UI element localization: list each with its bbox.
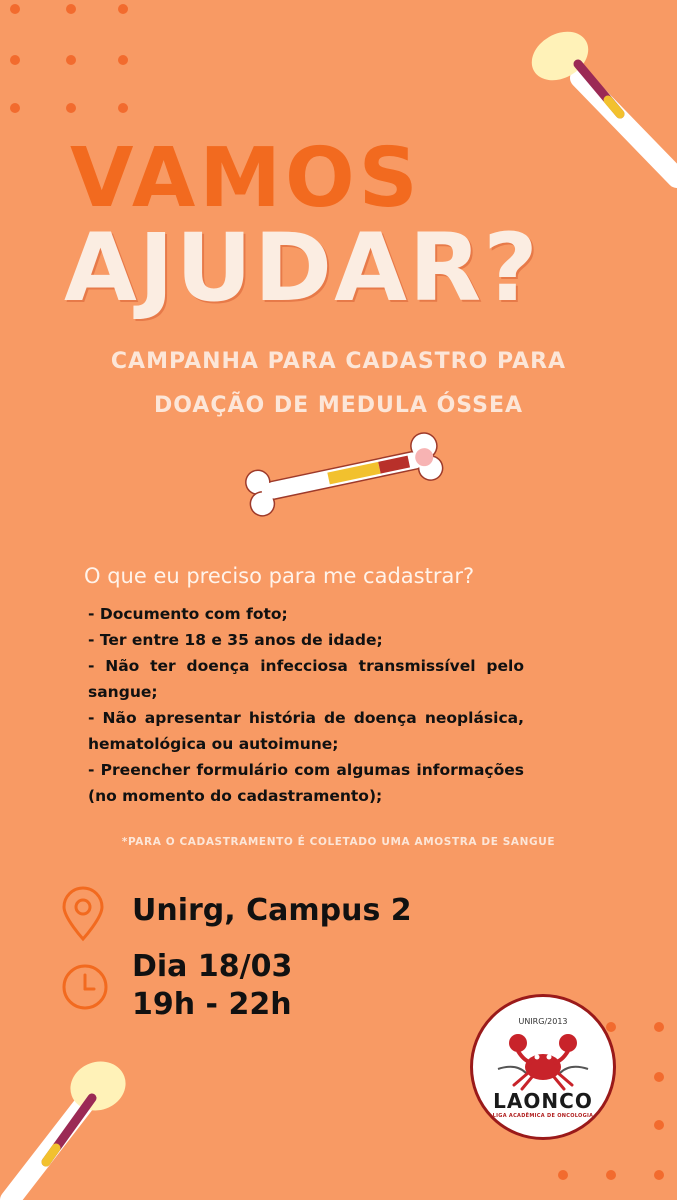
requirement-item: - Ter entre 18 e 35 anos de idade; xyxy=(88,631,383,649)
bone-icon-top-right xyxy=(520,18,677,198)
event-time: 19h - 22h xyxy=(132,987,292,1022)
title-vamos: VAMOS xyxy=(70,131,422,226)
title-ajudar: AJUDAR? xyxy=(64,214,540,323)
location-pin-icon xyxy=(60,886,106,942)
bone-icon-bottom-left xyxy=(0,1050,140,1200)
subtitle-line-1: CAMPANHA PARA CADASTRO PARA xyxy=(110,349,567,374)
requirement-item: - Não ter doença infecciosa transmissível pelo sangue; xyxy=(88,657,524,701)
logo-top-text: UNIRG/2013 xyxy=(518,1017,568,1026)
laonco-logo xyxy=(470,994,616,1140)
bone-icon-center xyxy=(238,426,453,522)
requirement-item: - Não apresentar história de doença neoplásica, hematológica ou autoimune; xyxy=(88,709,524,753)
requirements-list xyxy=(88,601,524,809)
subtitle-line-2: DOAÇÃO DE MEDULA ÓSSEA xyxy=(153,393,524,418)
crab-icon xyxy=(496,1029,590,1091)
blood-sample-note: *PARA O CADASTRAMENTO É COLETADO UMA AMOSTRA DE SANGUE xyxy=(121,836,556,848)
clock-icon xyxy=(60,962,110,1012)
event-day: Dia 18/03 xyxy=(132,949,293,984)
requirements-question: O que eu preciso para me cadastrar? xyxy=(84,564,475,588)
requirement-item: - Documento com foto; xyxy=(88,605,288,623)
logo-name: LAONCO xyxy=(493,1089,593,1113)
logo-subtitle: LIGA ACADÊMICA DE ONCOLOGIA xyxy=(492,1113,594,1119)
requirement-item: - Preencher formulário com algumas informações (no momento do cadastramento); xyxy=(88,761,524,805)
campaign-subtitle xyxy=(0,340,677,428)
event-location: Unirg, Campus 2 xyxy=(132,893,412,928)
